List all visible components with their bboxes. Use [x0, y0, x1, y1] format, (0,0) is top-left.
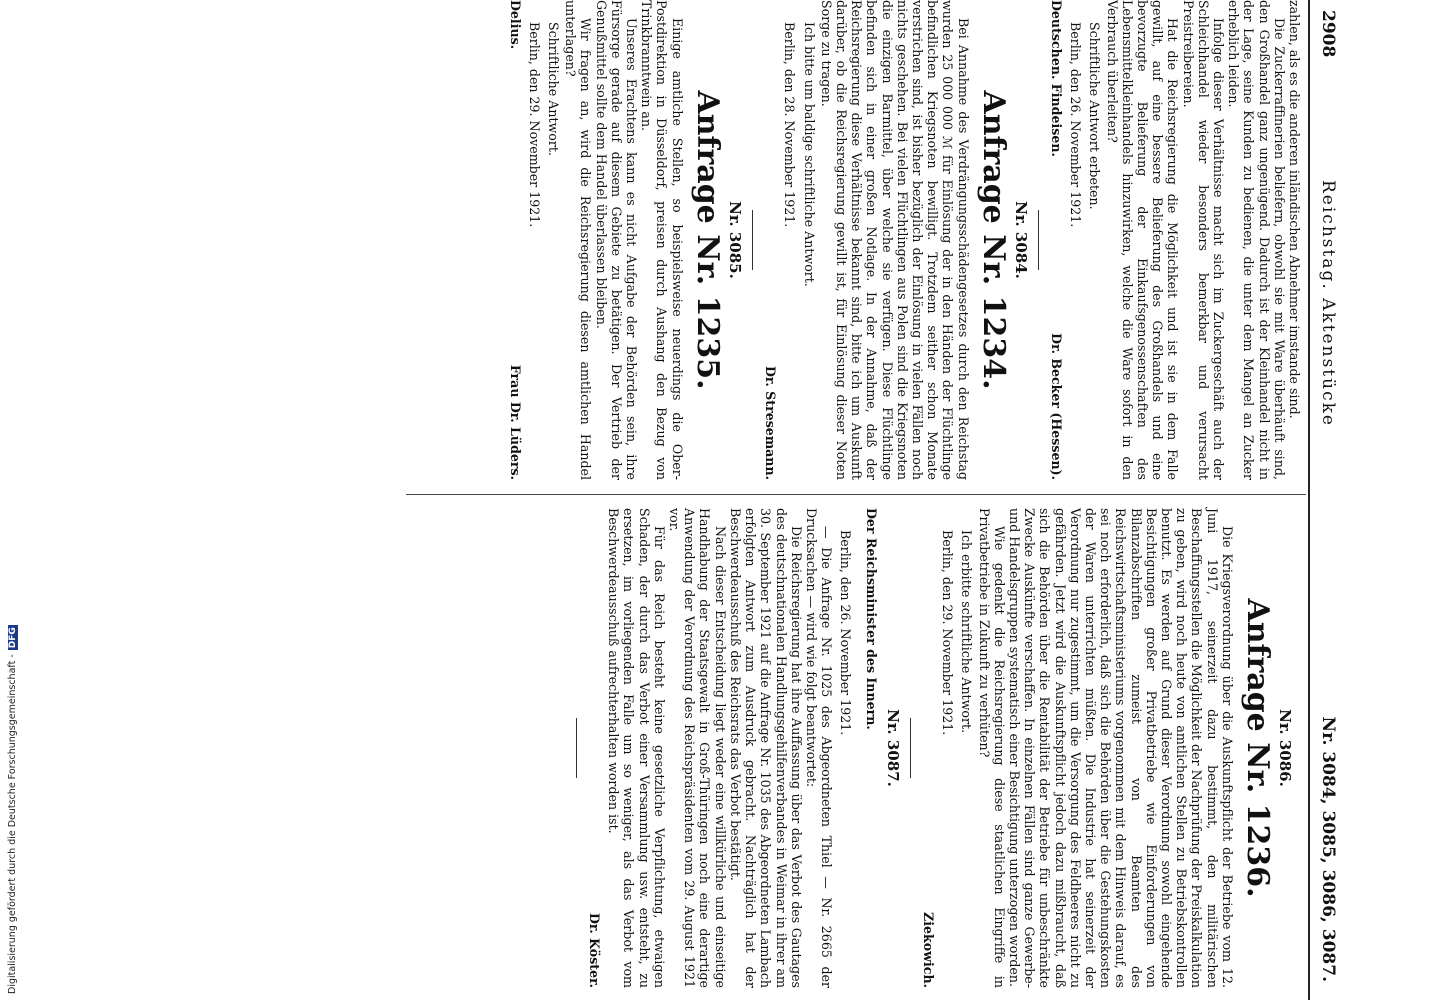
separator [576, 718, 577, 778]
inquiry-title: Anfrage Nr. 1236. [1239, 598, 1275, 898]
paragraph: Infolge dieser Verhältnisse macht sich im Zuckergeschäft auch der Schleichhandel wieder besonders bemerkbar und verursacht Preistreibereien. [1180, 0, 1226, 480]
paragraph: Die Kriegsverordnung über die Auskunftspflicht der Betriebe vom 12. Juni 1917, seinerzeit dazu bestimmt, den militärischen Beschaffungsstellen die Möglichkeit der Nachprüfung der Preiskalkulation zu geben, wird noch heute von amtlichen Stellen zu Betriebskontrollen benutzt. Es werden auf Grund dieser Verordnung sowohl eingehende Besichtigungen großer Privatbetriebe wie Einforderungen von Bilanzabschriften zumeist von Beamten des Reichswirtschaftsministeriums vorgenommen mit dem Hinweis darauf, es sei noch erforderlich, daß sich die Behörden über die Gestehungskosten der Waren unterrichten müßten. Die Industrie hat seinerzeit der Verordnung nur zugestimmt, um die Versorgung des Feldheeres nicht zu gefährden. Jetzt wird die Auskunftspflicht jedoch dazu mißbraucht, daß sich die Behörden über die Rentabilität der Betriebe für unbeschränkte Zwecke Auskünfte verschaffen. In einzelnen Fällen sind ganze Gewerbe- und Handelsgruppen systematisch einer Besichtigung unterzogen worden. [1006, 508, 1235, 988]
rotated-page [52, 0, 1352, 1000]
request-line: Ich erbitte schriftliche Antwort. [959, 530, 975, 734]
signature-right: Dr. Becker (Hessen). [1048, 333, 1064, 480]
running-title: Reichstag. Aktenstücke [1318, 180, 1338, 427]
inquiry-title: Anfrage Nr. 1235. [689, 90, 725, 390]
separator [910, 718, 911, 778]
paragraph: Hat die Reichsregierung die Möglichkeit und ist sie in dem Falle gewillt, auf eine bessere Belieferung des Großhandels und eine bevorzugte Belieferung der Einkaufsgenossenschaften des Lebensmittelkleinhandels hinzuwirken, welche die Ware sofort in den Verbrauch überleiten? [1104, 0, 1181, 480]
header-rule [1308, 0, 1310, 1000]
document-numbers: Nr. 3084, 3085, 3086, 3087. [1318, 716, 1338, 982]
request-line: Ich bitte um baldige schriftliche Antwort. [801, 22, 817, 287]
page-number: 2908 [1318, 10, 1338, 58]
column-divider [406, 494, 1306, 495]
document-number: Nr. 3085. [725, 201, 744, 279]
document-number: Nr. 3087. [883, 709, 902, 787]
paragraph: zahlen, als es die anderen inländischen Abnehmer imstande sind. [1287, 0, 1302, 419]
inquiry-title: Anfrage Nr. 1234. [975, 90, 1011, 390]
document-number: Nr. 3086. [1276, 709, 1294, 787]
document-number: Nr. 3084. [1011, 201, 1030, 279]
signature-right: Frau Dr. Lüders. [507, 364, 523, 480]
paragraph: Die Reichsregierung hat ihre Auffassung über das Verbot des Gautages des deutschnationalen Handlungsgehilfenverbandes in Weimar in ihrer am 30. September 1921 auf die Anfrage Nr. 1035 des Abgeordneten Lambach erfolgten Antwort zum Ausdruck gebracht. Nachträglich hat der Beschwerdeausschuß des Reichsrats das Verbot bestätigt. [727, 508, 804, 988]
signature: Dr. Köster. [587, 912, 603, 988]
signature-line [507, 0, 522, 480]
digitization-credit [4, 394, 18, 994]
paragraph: — Die Anfrage Nr. 1025 des Abgeordneten Thiel — Nr. 2665 der Drucksachen — wird wie folgt beantwortet: [803, 508, 835, 988]
credit-text: Digitalisierung gefördert durch die Deutsche Forschungsgemeinschaft - [7, 654, 18, 994]
page-header [1308, 10, 1338, 990]
request-line: Schriftliche Antwort erbeten. [1087, 22, 1103, 210]
date-line: Berlin, den 29. November 1921. [940, 530, 956, 736]
paragraph: Wie gedenkt die Reichsregierung diese staatlichen Eingriffe in Privatbetriebe in Zukunft zu verhüten? [976, 508, 1007, 988]
request-line: Schriftliche Antwort. [546, 22, 562, 156]
date-line: Berlin, den 29. November 1921. [526, 22, 542, 228]
right-column [566, 508, 1302, 988]
left-column [501, 0, 1302, 480]
minister-heading: Der Reichsminister des Innern. [863, 508, 879, 730]
date-line: Berlin, den 26. November 1921. [1068, 22, 1084, 228]
signature-left: Deutschen. Findeisen. [1048, 0, 1064, 157]
paragraph: Einige amtliche Stellen, so beispielsweise neuerdings die Ober-Postdirektion in Düsseldorf, preisen durch Aushang den Bezug von Trinkbranntwein an. [639, 0, 685, 480]
paragraph: Die Zuckerraffinerien beliefern, obwohl sie mit Ware überhäuft sind, den Großhandel ganz ungenügend. Dadurch ist der Kleinhandel nicht in der Lage, seine Kunden zu bedienen, die unter dem Mangel an Zucker erheblich leiden. [1226, 0, 1287, 480]
paragraph: Bei Annahme des Verdrängungsschädengesetzes durch den Reichstag wurden 25 000 000 ℳ für Einlösung der in den Händen der Flüchtlinge befindlichen Kriegsnoten bewilligt. Trotzdem seither schon Monate verstrichen sind, ist bisher bezüglich der Einlösung in vielen Fällen noch nichts geschehen. Bei vielen Flüchtlingen aus Polen sind die Kriegsnoten die einzigen Barmittel, über welche sie verfügen. Diese Flüchtlinge befinden sich in einer großen Notlage. In der Annahme, daß der Reichsregierung diese Verhältnisse bekannt sind, bitte ich um Auskunft darüber, ob die Reichsregierung gewillt ist, für Einlösung dieser Noten Sorge zu tragen. [818, 0, 971, 480]
signature: Ziekowich. [920, 912, 936, 988]
paragraph: Wir fragen an, wird die Reichsregierung diesen amtlichen Handel unterlagen? [563, 0, 594, 480]
signature-left: Delius. [507, 0, 523, 50]
signature: Dr. Stresemann. [763, 365, 779, 480]
paragraph: Unseres Erachtens kann es nicht Aufgabe der Behörden sein, ihre Fürsorge gerade auf diesem Gebiete zu betätigen. Der Vertrieb der Genußmittel sollte dem Handel überlassen bleiben. [593, 0, 640, 480]
dfg-logo: DFG [8, 627, 18, 649]
paragraph: Für das Reich besteht keine gesetzliche Verpflichtung, etwaigen Schaden, der durch das Verbot einer Versammlung usw. entsteht, zu ersetzen, im vorliegenden Falle um so weniger, als das Verbot vom Beschwerdeausschuß aufrechterhalten worden ist. [606, 508, 667, 988]
signature-line [1049, 0, 1064, 480]
date-line: Berlin, den 26. November 1921. [838, 530, 854, 736]
separator [1038, 210, 1039, 270]
date-line: Berlin, den 28. November 1921. [782, 22, 798, 228]
separator [752, 210, 753, 270]
paragraph: Nach dieser Entscheidung liegt weder eine willkürliche und einseitige Handhabung der Staatsgewalt in Groß-Thüringen noch eine derartige Anwendung der Verordnung des Reichspräsidenten vom 29. August 1921 vor. [667, 508, 728, 988]
